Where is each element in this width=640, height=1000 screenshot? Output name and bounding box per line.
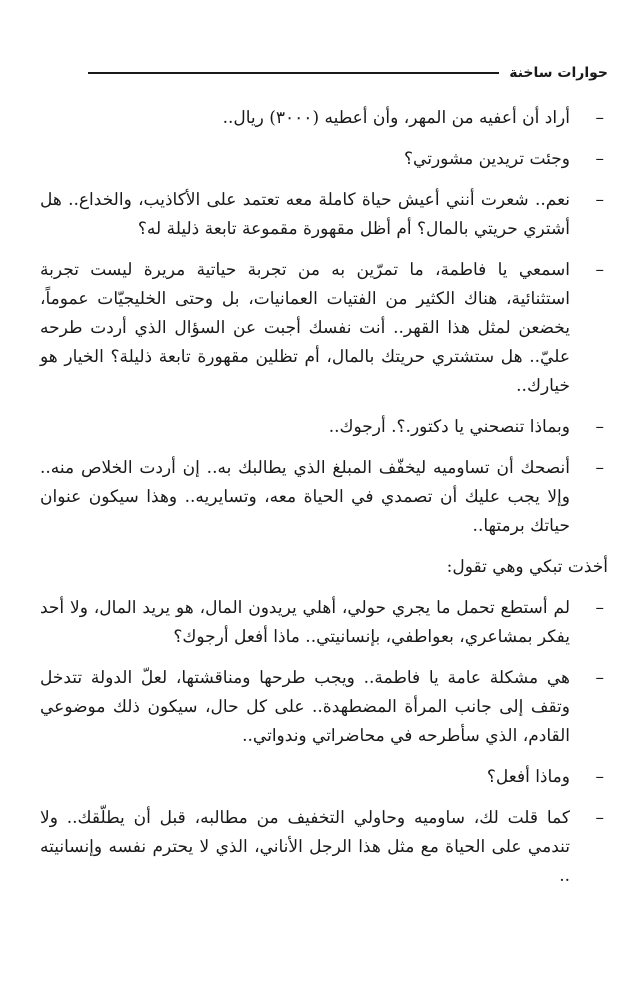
dialogue-text: وبماذا تنصحني يا دكتور.؟. أرجوك.. (328, 417, 570, 437)
narration-line: أخذت تبكي وهي تقول: (446, 557, 608, 577)
dialogue-dash: – (595, 458, 604, 478)
dialogue-line (40, 594, 608, 652)
dialogue-dash: – (595, 767, 604, 787)
dialogue-line (40, 804, 608, 891)
dialogue-line (40, 454, 608, 541)
dialogue-line (40, 256, 608, 401)
dialogue-line (40, 104, 608, 133)
dialogue-text: كما قلت لك، ساوميه وحاولي التخفيف من مطالبه، قبل أن يطلّقك.. ولا تندمي على الحياة مع مثل هذا الرجل الأناني، الذي لا يحترم نفسه وإنسانيته .. (40, 808, 570, 886)
text-body (40, 104, 608, 903)
dialogue-dash: – (595, 808, 604, 828)
header-rule (88, 72, 499, 74)
dialogue-line (40, 763, 608, 792)
dialogue-text: هي مشكلة عامة يا فاطمة.. ويجب طرحها ومناقشتها، لعلّ الدولة تتدخل وتقف إلى جانب المرأة المضطهدة.. على كل حال، سيكون ذلك موضوعي القادم، الذي سأطرحه في محاضراتي وندواتي.. (40, 668, 570, 746)
dialogue-line (40, 413, 608, 442)
dialogue-dash: – (595, 598, 604, 618)
dialogue-dash: – (595, 668, 604, 688)
dialogue-dash: – (595, 260, 604, 280)
dialogue-text: أنصحك أن تساوميه ليخفّف المبلغ الذي يطالبك به.. إن أردت الخلاص منه.. وإلا يجب عليك أن تصمدي في الحياة معه، وتسايريه.. وهذا سيكون عنوان حياتك برمتها.. (40, 458, 570, 536)
dialogue-line (40, 145, 608, 174)
dialogue-text: لم أستطع تحمل ما يجري حولي، أهلي يريدون المال، هو يريد المال، ولا أحد يفكر بمشاعري، بعواطفي، بإنسانيتي.. ماذا أفعل أرجوك؟ (40, 598, 570, 647)
running-header (88, 60, 608, 86)
dialogue-dash: – (595, 417, 604, 437)
dialogue-dash: – (595, 190, 604, 210)
dialogue-text: وماذا أفعل؟ (486, 767, 570, 787)
dialogue-text: نعم.. شعرت أنني أعيش حياة كاملة معه تعتمد على الأكاذيب، والخداع.. هل أشتري حريتي بالمال؟ أم أظل مقهورة مقموعة تابعة ذليلة له؟ (40, 190, 570, 239)
dialogue-line (40, 664, 608, 751)
dialogue-text: أراد أن أعفيه من المهر، وأن أعطيه (٣٠٠٠) ريال.. (222, 108, 570, 128)
dialogue-dash: – (595, 108, 604, 128)
dialogue-text: اسمعي يا فاطمة، ما تمرّين به من تجربة حياتية مريرة ليست تجربة استثنائية، هناك الكثير من الفتيات العمانيات، بل وحتى الخليجيّات عموماً، يخضعن لمثل هذا القهر.. أنت نفسك أجبت عن السؤال الذي أردت طرحه عليّ.. هل ستشتري حريتك بالمال، أم تظلين مقهورة تابعة ذليلة؟ الخيار هو خيارك.. (40, 260, 570, 396)
dialogue-text: وجئت تريدين مشورتي؟ (404, 149, 570, 169)
running-title: حوارات ساخنة (509, 65, 608, 81)
dialogue-line (40, 186, 608, 244)
dialogue-dash: – (595, 149, 604, 169)
